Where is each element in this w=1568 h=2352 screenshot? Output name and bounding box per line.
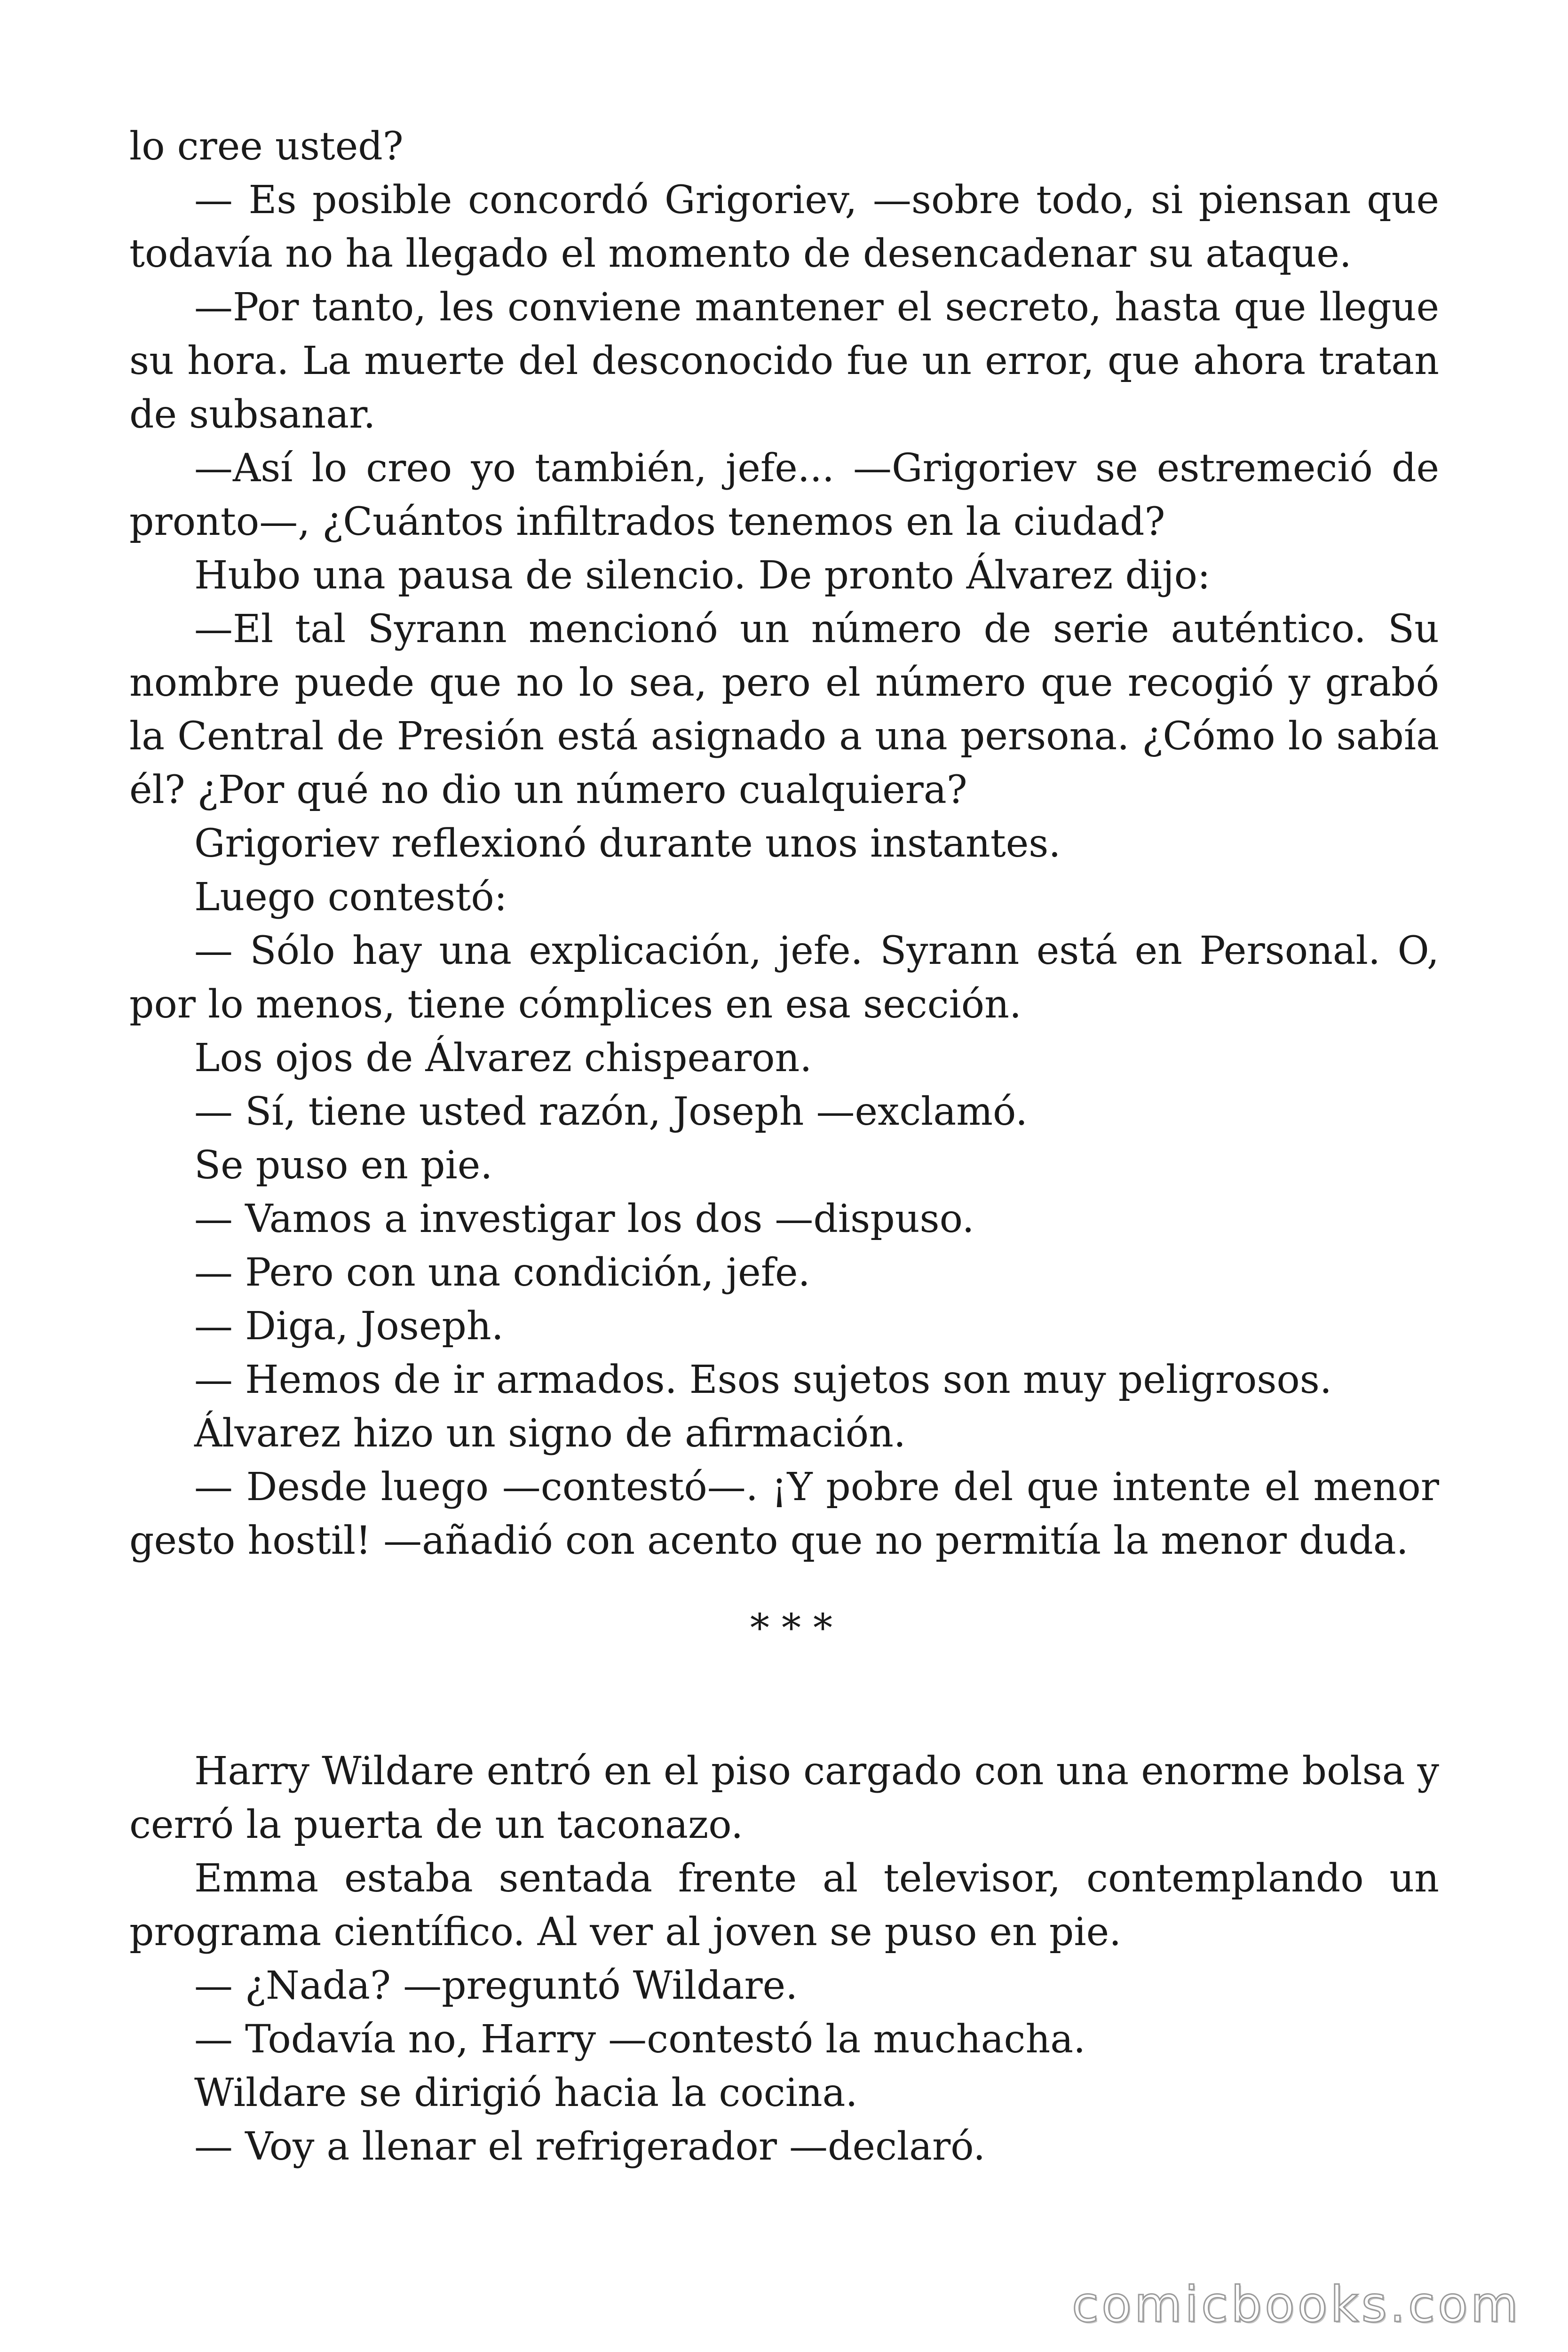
paragraph: Wildare se dirigió hacia la cocina. xyxy=(194,2071,858,2115)
paragraph: lo cree usted? xyxy=(129,124,404,169)
paragraph: Los ojos de Álvarez chispearon. xyxy=(194,1036,812,1081)
paragraph: Luego contestó: xyxy=(194,875,507,920)
paragraph: Grigoriev reflexionó durante unos instantes. xyxy=(194,821,1061,866)
paragraph: —El tal Syrann mencionó un número de serie auténtico. Su nombre puede que no lo sea, pero el número que recogió y grabó la Central de Presión está asignado a una persona. ¿Cómo lo sabía él? ¿Por qué no dio un número cualquiera? xyxy=(129,607,1439,812)
book-page xyxy=(129,120,1439,2174)
paragraph: — Desde luego —contestó—. ¡Y pobre del que intente el menor gesto hostil! —añadió con acento que no permitía la menor duda. xyxy=(129,1465,1439,1563)
scene-separator: * * * xyxy=(750,1606,833,1651)
spacer xyxy=(129,1655,1439,1745)
paragraph: Emma estaba sentada frente al televisor, contemplando un programa científico. Al ver al joven se puso en pie. xyxy=(129,1856,1439,1955)
paragraph: —Por tanto, les conviene mantener el secreto, hasta que llegue su hora. La muerte del desconocido fue un error, que ahora tratan de subsanar. xyxy=(129,285,1439,437)
paragraph: — Todavía no, Harry —contestó la muchacha. xyxy=(194,2017,1086,2062)
spacer xyxy=(129,1568,1439,1602)
paragraph: — Pero con una condición, jefe. xyxy=(194,1250,810,1295)
paragraph: — Hemos de ir armados. Esos sujetos son muy peligrosos. xyxy=(194,1358,1332,1402)
paragraph: Álvarez hizo un signo de afirmación. xyxy=(194,1411,906,1456)
paragraph: — Sólo hay una explicación, jefe. Syrann está en Personal. O, por lo menos, tiene cómplices en esa sección. xyxy=(129,929,1439,1027)
paragraph: Hubo una pausa de silencio. De pronto Álvarez dijo: xyxy=(194,553,1211,598)
text-block-before-separator xyxy=(129,120,1439,1568)
text-block-after-separator xyxy=(129,1745,1439,2174)
paragraph: — ¿Nada? —preguntó Wildare. xyxy=(194,1963,798,2008)
paragraph: Se puso en pie. xyxy=(194,1143,493,1188)
paragraph: —Así lo creo yo también, jefe... —Grigoriev se estremeció de pronto—, ¿Cuántos infiltrados tenemos en la ciudad? xyxy=(129,446,1439,544)
paragraph: — Diga, Joseph. xyxy=(194,1304,504,1349)
paragraph: — Vamos a investigar los dos —dispuso. xyxy=(194,1197,974,1241)
paragraph: — Sí, tiene usted razón, Joseph —exclamó. xyxy=(194,1089,1028,1134)
paragraph: Harry Wildare entró en el piso cargado con una enorme bolsa y cerró la puerta de un taconazo. xyxy=(129,1749,1439,1847)
watermark-logo: comicbooks.com xyxy=(1071,2276,1521,2333)
paragraph: — Es posible concordó Grigoriev, —sobre todo, si piensan que todavía no ha llegado el momento de desencadenar su ataque. xyxy=(129,178,1439,276)
paragraph: — Voy a llenar el refrigerador —declaró. xyxy=(194,2124,986,2169)
